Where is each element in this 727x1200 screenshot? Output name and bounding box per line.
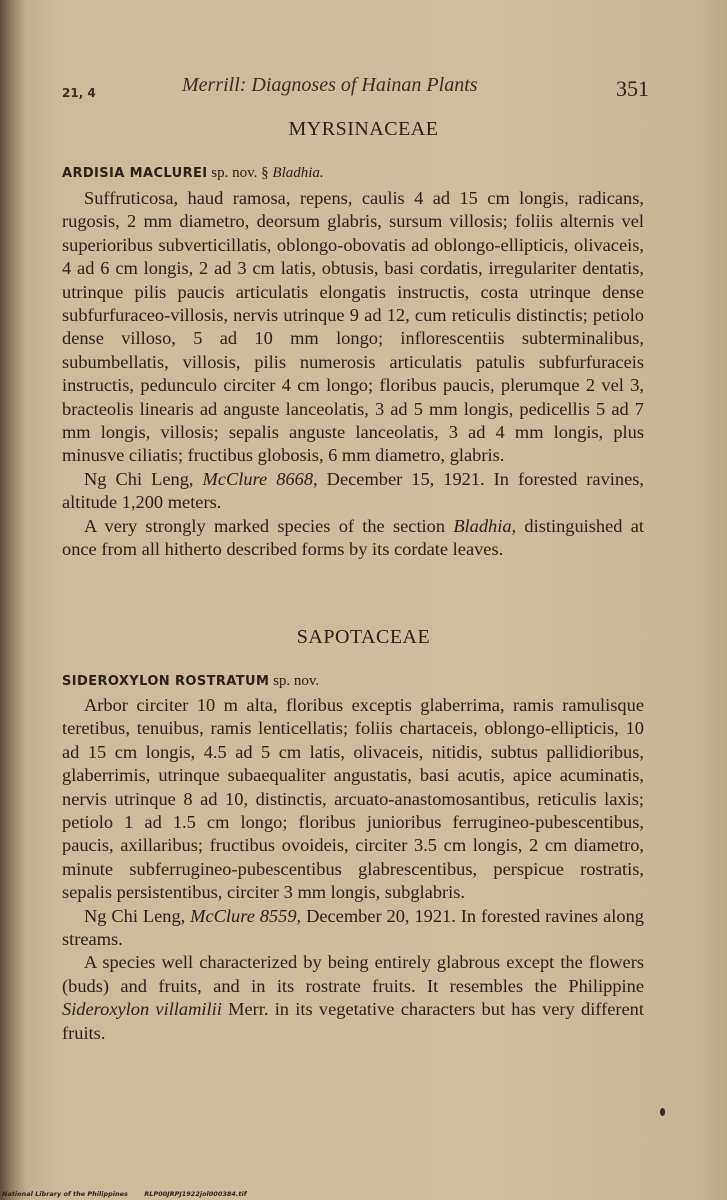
ink-spot bbox=[660, 1108, 665, 1116]
page-header bbox=[62, 74, 649, 108]
latin-description: Suffruticosa, haud ramosa, repens, caulis 4 ad 15 cm longis, radicans, rugosis, 2 mm diametro, deorsum glabris, sursum villosis; foliis alternis vel superioribus subverticillatis, oblongo-obovatis ad oblongo-ellipticis, olivaceis, 4 ad 6 cm longis, 2 ad 3 cm latis, obtusis, basi cordatis, irregulariter dentatis, utrinque pilis paucis articulatis elongatis instructis, costa utrinque dense subfurfuraceo-villosis, nervis utrinque 9 ad 12, cum reticulis distinctis; petiolo dense villoso, 5 ad 10 mm longo; inflorescentiis subterminalibus, subumbellatis, villosis, pilis numerosis articulatis patulis subfurfuraceis instructis, pedunculo circiter 4 cm longo; floribus paucis, plerumque 2 vel 3, bracteolis linearis ad anguste lanceolatis, 3 ad 5 mm longis, pedicellis 5 ad 7 mm longis, villosis; sepalis anguste lanceolatis, 3 ad 4 mm longis, plus minusve ciliatis; fructibus globosis, 6 mm diametro, glabris. bbox=[62, 188, 644, 466]
library-name: National Library of the Philippines bbox=[2, 1190, 128, 1198]
species-note: sp. nov. § bbox=[207, 165, 273, 181]
species-heading-ardisia bbox=[62, 165, 324, 182]
family-heading-myrsinaceae: MYRSINACEAE bbox=[288, 118, 439, 140]
latin-description: Arbor circiter 10 m alta, floribus exceptis glaberrima, ramis ramulisque teretibus, tenuibus, ramis lenticellatis; foliis chartaceis, oblongo-ellipticis, 10 ad 15 cm longis, 4.5 ad 5 cm latis, olivaceis, nitidis, subtus pallidioribus, glaberrimis, utrinque subaequaliter angustatis, basi acutis, apice acuminatis, nervis utrinque 8 ad 10, distinctis, arcuato-anastomosantibus, reticulis laxis; petiolo 1 ad 1.5 cm longo; floribus junioribus ferrugineo-pubescentibus, paucis, axillaribus; fructibus ovoideis, circiter 3.5 cm longis, 2 cm diametro, minute subferrugineo-pubescentibus glabrescentibus, perspicue rostratis, sepalis persistentibus, circiter 3 mm longis, subglabris. bbox=[62, 695, 644, 903]
remarks: A very strongly marked species of the section Bladhia, distinguished at once from all hitherto described forms by its cordate leaves. bbox=[62, 515, 645, 560]
specimen-citation: Ng Chi Leng, McClure 8668, December 15, 1921. In forested ravines, altitude 1,200 meters. bbox=[62, 468, 645, 513]
scan-footer bbox=[0, 1190, 727, 1198]
section-ardisia-body bbox=[62, 187, 644, 562]
species-heading-sideroxylon bbox=[62, 673, 319, 690]
species-note: sp. nov. bbox=[269, 673, 320, 689]
species-name: ARDISIA MACLUREI bbox=[62, 166, 208, 181]
specimen-citation: Ng Chi Leng, McClure 8559, December 20, 1921. In forested ravines along streams. bbox=[62, 905, 644, 950]
remarks: A species well characterized by being entirely glabrous except the flowers (buds) and fruits, and in its rostrate fruits. It resembles the Philippine Sideroxylon villamilii Merr. in its vegetative characters but has very different fruits. bbox=[62, 952, 644, 1043]
running-title: Merrill: Diagnoses of Hainan Plants bbox=[182, 74, 478, 96]
species-name: SIDEROXYLON ROSTRATUM bbox=[62, 674, 270, 689]
page-number: 351 bbox=[616, 76, 649, 101]
file-identifier: RLP00JRPJ1922jol000384.tif bbox=[144, 1190, 247, 1198]
section-name: Bladhia. bbox=[272, 165, 324, 181]
family-heading-sapotaceae: SAPOTACEAE bbox=[296, 626, 431, 648]
section-sideroxylon-body bbox=[62, 694, 644, 1045]
volume-number: 21, 4 bbox=[62, 86, 96, 100]
